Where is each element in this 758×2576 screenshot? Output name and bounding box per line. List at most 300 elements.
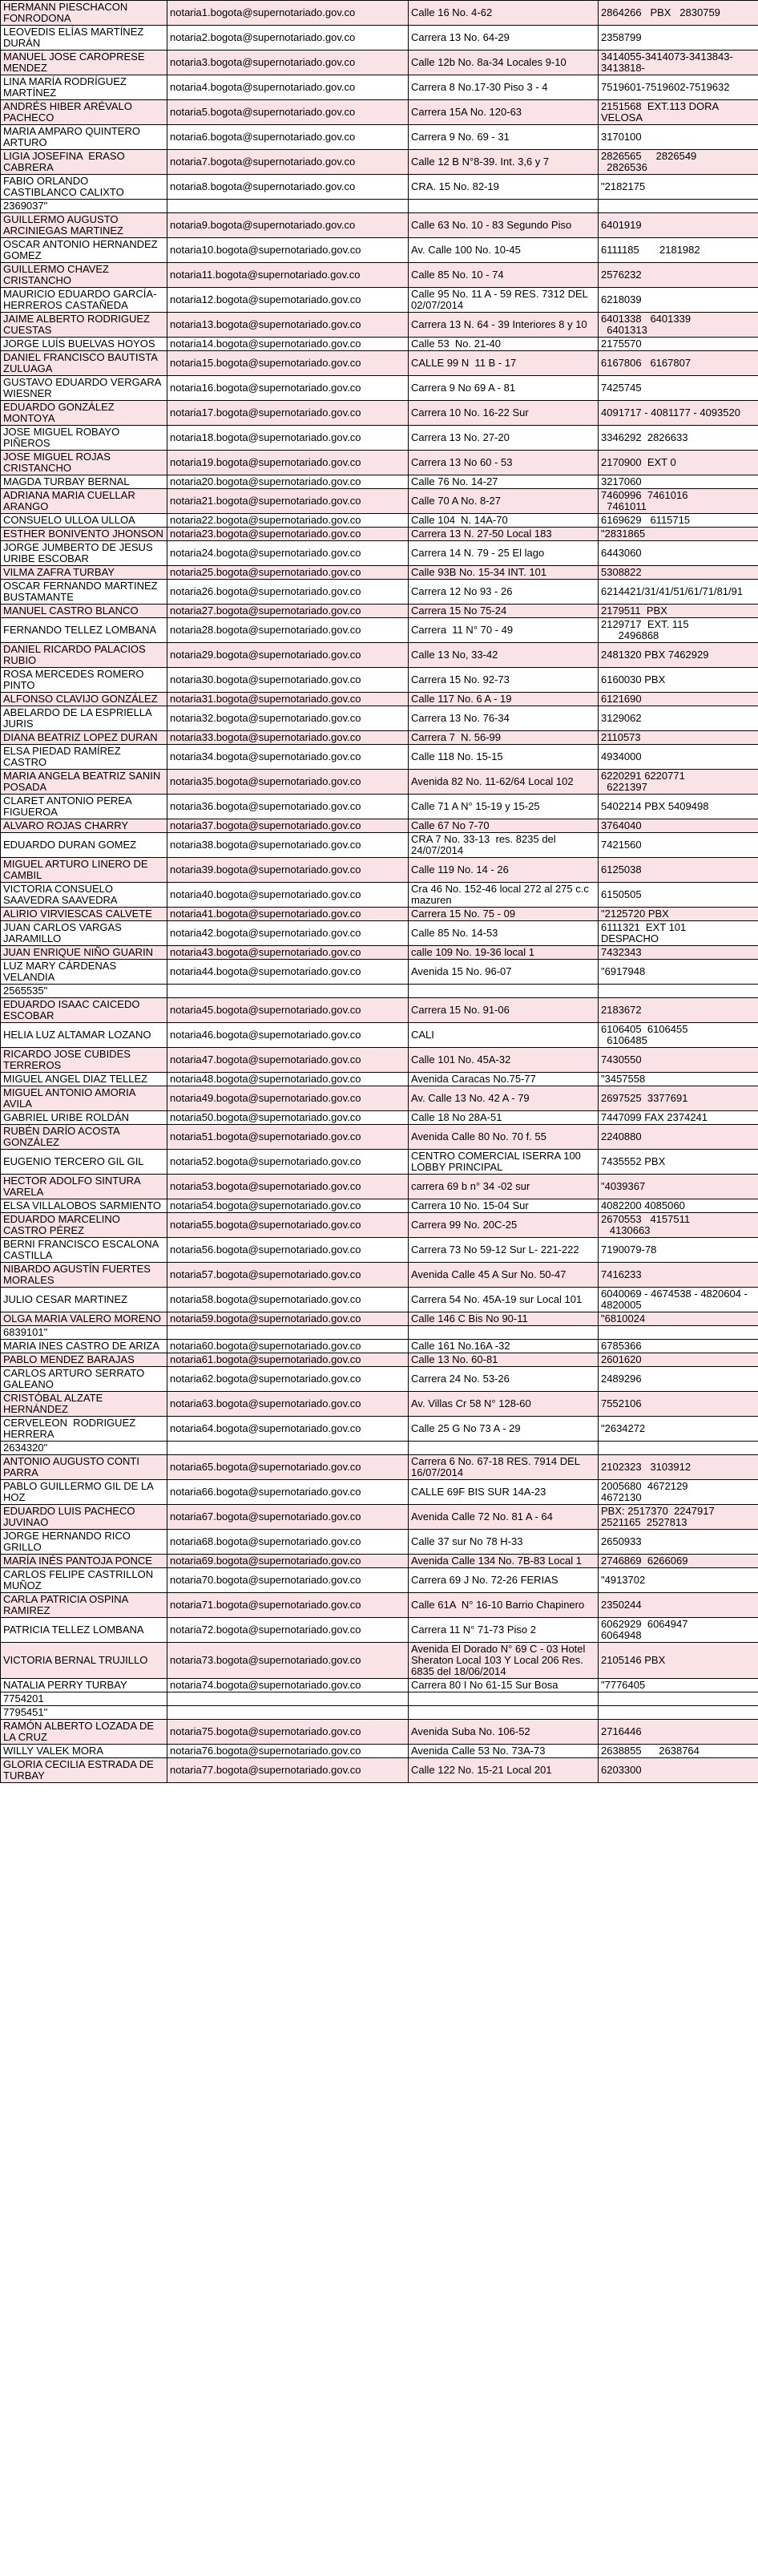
table-row bbox=[1, 1555, 758, 1568]
address-cell: Calle 71 A N° 15-19 y 15-25 bbox=[409, 795, 599, 819]
table-row bbox=[1, 238, 758, 263]
notary-name-cell: FABIO ORLANDO CASTIBLANCO CALIXTO bbox=[1, 175, 167, 200]
email-cell: notaria58.bogota@supernotariado.gov.co bbox=[167, 1288, 409, 1312]
email-cell: notaria73.bogota@supernotariado.gov.co bbox=[167, 1643, 409, 1679]
email-cell: notaria17.bogota@supernotariado.gov.co bbox=[167, 401, 409, 426]
address-cell: Avenida El Dorado N° 69 C - 03 Hotel Sheraton Local 103 Y Local 206 Res. 6835 del 18/06/2014 bbox=[409, 1643, 599, 1679]
table-row bbox=[1, 1745, 758, 1758]
notary-name-cell: ADRIANA MARIA CUELLAR ARANGO bbox=[1, 489, 167, 514]
phone-cell: 6150505 bbox=[599, 883, 758, 908]
address-cell: Carrera 15A No. 120-63 bbox=[409, 100, 599, 125]
email-cell: notaria24.bogota@supernotariado.gov.co bbox=[167, 541, 409, 566]
table-row bbox=[1, 401, 758, 426]
address-cell: Calle 95 No. 11 A - 59 RES. 7312 DEL 02/07/2014 bbox=[409, 288, 599, 313]
address-cell: Calle 122 No. 15-21 Local 201 bbox=[409, 1758, 599, 1783]
phone-cell: 6214421/31/41/51/61/71/81/91 bbox=[599, 580, 758, 605]
phone-cell: "2125720 PBX bbox=[599, 908, 758, 921]
continuation-text: 2369037" bbox=[1, 200, 167, 213]
empty-cell bbox=[409, 200, 599, 213]
address-cell: Calle 146 C Bis No 90-11 bbox=[409, 1312, 599, 1326]
email-cell: notaria28.bogota@supernotariado.gov.co bbox=[167, 618, 409, 643]
notary-name-cell: ABELARDO DE LA ESPRIELLA JURIS bbox=[1, 706, 167, 731]
email-cell: notaria30.bogota@supernotariado.gov.co bbox=[167, 668, 409, 693]
table-row bbox=[1, 338, 758, 351]
email-cell: notaria9.bogota@supernotariado.gov.co bbox=[167, 213, 409, 238]
table-row bbox=[1, 313, 758, 338]
address-cell: Carrera 15 No. 91-06 bbox=[409, 998, 599, 1023]
continuation-row bbox=[1, 1706, 758, 1720]
email-cell: notaria76.bogota@supernotariado.gov.co bbox=[167, 1745, 409, 1758]
address-cell: Carrera 6 No. 67-18 RES. 7914 DEL 16/07/2014 bbox=[409, 1455, 599, 1480]
address-cell: Carrera 11 N° 70 - 49 bbox=[409, 618, 599, 643]
address-cell: Carrera 9 No 69 A - 81 bbox=[409, 376, 599, 401]
address-cell: Carrera 9 No. 69 - 31 bbox=[409, 125, 599, 150]
notary-name-cell: MAGDA TURBAY BERNAL bbox=[1, 475, 167, 489]
table-row bbox=[1, 451, 758, 475]
table-row bbox=[1, 1593, 758, 1618]
email-cell: notaria71.bogota@supernotariado.gov.co bbox=[167, 1593, 409, 1618]
email-cell: notaria74.bogota@supernotariado.gov.co bbox=[167, 1679, 409, 1692]
email-cell: notaria1.bogota@supernotariado.gov.co bbox=[167, 1, 409, 26]
address-cell: Avenida Suba No. 106-52 bbox=[409, 1720, 599, 1745]
phone-cell: 2826565 2826549 2826536 bbox=[599, 150, 758, 175]
email-cell: notaria19.bogota@supernotariado.gov.co bbox=[167, 451, 409, 475]
notary-name-cell: RICARDO JOSE CUBIDES TERREROS bbox=[1, 1048, 167, 1073]
address-cell: Calle 70 A No. 8-27 bbox=[409, 489, 599, 514]
notary-name-cell: JOSE MIGUEL ROJAS CRISTANCHO bbox=[1, 451, 167, 475]
table-row bbox=[1, 1455, 758, 1480]
notary-name-cell: ELSA VILLALOBOS SARMIENTO bbox=[1, 1199, 167, 1213]
address-cell: carrera 69 b n° 34 -02 sur bbox=[409, 1175, 599, 1199]
table-row bbox=[1, 731, 758, 745]
empty-cell bbox=[599, 1692, 758, 1706]
notaries-table-body bbox=[1, 1, 758, 1783]
table-row bbox=[1, 125, 758, 150]
continuation-text: 6839101" bbox=[1, 1326, 167, 1340]
email-cell: notaria75.bogota@supernotariado.gov.co bbox=[167, 1720, 409, 1745]
address-cell: Calle 76 No. 14-27 bbox=[409, 475, 599, 489]
phone-cell: 4082200 4085060 bbox=[599, 1199, 758, 1213]
notary-name-cell: GUILLERMO CHAVEZ CRISTANCHO bbox=[1, 263, 167, 288]
notary-name-cell: PATRICIA TELLEZ LOMBANA bbox=[1, 1618, 167, 1643]
email-cell: notaria18.bogota@supernotariado.gov.co bbox=[167, 426, 409, 451]
phone-cell: 7435552 PBX bbox=[599, 1150, 758, 1175]
phone-cell: 2350244 bbox=[599, 1593, 758, 1618]
email-cell: notaria38.bogota@supernotariado.gov.co bbox=[167, 833, 409, 858]
continuation-row bbox=[1, 985, 758, 998]
phone-cell: 6040069 - 4674538 - 4820604 - 4820005 bbox=[599, 1288, 758, 1312]
email-cell: notaria26.bogota@supernotariado.gov.co bbox=[167, 580, 409, 605]
notary-name-cell: CLARET ANTONIO PEREA FIGUEROA bbox=[1, 795, 167, 819]
table-row bbox=[1, 1643, 758, 1679]
table-row bbox=[1, 541, 758, 566]
table-row bbox=[1, 1618, 758, 1643]
address-cell: Av. Calle 100 No. 10-45 bbox=[409, 238, 599, 263]
phone-cell: 7425745 bbox=[599, 376, 758, 401]
email-cell: notaria48.bogota@supernotariado.gov.co bbox=[167, 1073, 409, 1086]
notary-name-cell: NATALIA PERRY TURBAY bbox=[1, 1679, 167, 1692]
address-cell: Calle 161 No.16A -32 bbox=[409, 1340, 599, 1353]
empty-cell bbox=[167, 1326, 409, 1340]
email-cell: notaria47.bogota@supernotariado.gov.co bbox=[167, 1048, 409, 1073]
email-cell: notaria4.bogota@supernotariado.gov.co bbox=[167, 75, 409, 100]
phone-cell: 6443060 bbox=[599, 541, 758, 566]
table-row bbox=[1, 1568, 758, 1593]
email-cell: notaria60.bogota@supernotariado.gov.co bbox=[167, 1340, 409, 1353]
continuation-row bbox=[1, 1442, 758, 1455]
table-row bbox=[1, 1263, 758, 1288]
email-cell: notaria59.bogota@supernotariado.gov.co bbox=[167, 1312, 409, 1326]
phone-cell: 2489296 bbox=[599, 1367, 758, 1392]
table-row bbox=[1, 605, 758, 618]
table-row bbox=[1, 528, 758, 541]
table-row bbox=[1, 426, 758, 451]
notary-name-cell: RAMÓN ALBERTO LOZADA DE LA CRUZ bbox=[1, 1720, 167, 1745]
address-cell: Calle 13 No. 60-81 bbox=[409, 1353, 599, 1367]
notary-name-cell: ESTHER BONIVENTO JHONSON bbox=[1, 528, 167, 541]
table-row bbox=[1, 1392, 758, 1417]
email-cell: notaria51.bogota@supernotariado.gov.co bbox=[167, 1125, 409, 1150]
empty-cell bbox=[167, 200, 409, 213]
email-cell: notaria65.bogota@supernotariado.gov.co bbox=[167, 1455, 409, 1480]
table-row bbox=[1, 883, 758, 908]
notary-name-cell: MARIA INES CASTRO DE ARIZA bbox=[1, 1340, 167, 1353]
table-row bbox=[1, 213, 758, 238]
address-cell: Carrera 13 No. 27-20 bbox=[409, 426, 599, 451]
phone-cell: 2175570 bbox=[599, 338, 758, 351]
empty-cell bbox=[599, 1706, 758, 1720]
phone-cell: 6160030 PBX bbox=[599, 668, 758, 693]
email-cell: notaria29.bogota@supernotariado.gov.co bbox=[167, 643, 409, 668]
empty-cell bbox=[167, 1706, 409, 1720]
notary-name-cell: LUZ MARY CÁRDENAS VELANDIA bbox=[1, 960, 167, 985]
table-row bbox=[1, 1023, 758, 1048]
phone-cell: 6169629 6115715 bbox=[599, 514, 758, 528]
address-cell: CALLE 69F BIS SUR 14A-23 bbox=[409, 1480, 599, 1505]
phone-cell: 6401338 6401339 6401313 bbox=[599, 313, 758, 338]
email-cell: notaria22.bogota@supernotariado.gov.co bbox=[167, 514, 409, 528]
table-row bbox=[1, 26, 758, 51]
table-row bbox=[1, 960, 758, 985]
phone-cell: "6810024 bbox=[599, 1312, 758, 1326]
address-cell: Carrera 12 No 93 - 26 bbox=[409, 580, 599, 605]
table-row bbox=[1, 100, 758, 125]
notary-name-cell: CRISTÓBAL ALZATE HERNÁNDEZ bbox=[1, 1392, 167, 1417]
notary-name-cell: MARÍA INÉS PANTOJA PONCE bbox=[1, 1555, 167, 1568]
empty-cell bbox=[599, 1442, 758, 1455]
email-cell: notaria13.bogota@supernotariado.gov.co bbox=[167, 313, 409, 338]
table-row bbox=[1, 908, 758, 921]
phone-cell: 7519601-7519602-7519632 bbox=[599, 75, 758, 100]
empty-cell bbox=[599, 985, 758, 998]
email-cell: notaria64.bogota@supernotariado.gov.co bbox=[167, 1417, 409, 1442]
table-row bbox=[1, 921, 758, 946]
empty-cell bbox=[409, 1706, 599, 1720]
empty-cell bbox=[599, 200, 758, 213]
address-cell: Carrera 7 N. 56-99 bbox=[409, 731, 599, 745]
phone-cell: 7190079-78 bbox=[599, 1238, 758, 1263]
address-cell: Avenida Calle 45 A Sur No. 50-47 bbox=[409, 1263, 599, 1288]
address-cell: Calle 25 G No 73 A - 29 bbox=[409, 1417, 599, 1442]
table-row bbox=[1, 998, 758, 1023]
notary-name-cell: FERNANDO TELLEZ LOMBANA bbox=[1, 618, 167, 643]
notary-name-cell: MIGUEL ARTURO LINERO DE CAMBIL bbox=[1, 858, 167, 883]
email-cell: notaria34.bogota@supernotariado.gov.co bbox=[167, 745, 409, 770]
email-cell: notaria43.bogota@supernotariado.gov.co bbox=[167, 946, 409, 960]
table-row bbox=[1, 1480, 758, 1505]
notary-name-cell: MAURICIO EDUARDO GARCÍA- HERREROS CASTAÑEDA bbox=[1, 288, 167, 313]
phone-cell: 2864266 PBX 2830759 bbox=[599, 1, 758, 26]
notary-name-cell: DIANA BEATRIZ LOPEZ DURAN bbox=[1, 731, 167, 745]
address-cell: Carrera 54 No. 45A-19 sur Local 101 bbox=[409, 1288, 599, 1312]
notary-name-cell: JORGE HERNANDO RICO GRILLO bbox=[1, 1530, 167, 1555]
table-row bbox=[1, 1125, 758, 1150]
table-row bbox=[1, 1199, 758, 1213]
table-row bbox=[1, 1048, 758, 1073]
address-cell: Carrera 24 No. 53-26 bbox=[409, 1367, 599, 1392]
email-cell: notaria33.bogota@supernotariado.gov.co bbox=[167, 731, 409, 745]
table-row bbox=[1, 376, 758, 401]
email-cell: notaria41.bogota@supernotariado.gov.co bbox=[167, 908, 409, 921]
email-cell: notaria12.bogota@supernotariado.gov.co bbox=[167, 288, 409, 313]
address-cell: Carrera 73 No 59-12 Sur L- 221-222 bbox=[409, 1238, 599, 1263]
notary-name-cell: OLGA MARIA VALERO MORENO bbox=[1, 1312, 167, 1326]
notary-name-cell: MANUEL CASTRO BLANCO bbox=[1, 605, 167, 618]
empty-cell bbox=[409, 985, 599, 998]
address-cell: Av. Calle 13 No. 42 A - 79 bbox=[409, 1086, 599, 1111]
notary-name-cell: CARLOS FELIPE CASTRILLON MUÑOZ bbox=[1, 1568, 167, 1593]
notary-name-cell: MARIA ANGELA BEATRIZ SANIN POSADA bbox=[1, 770, 167, 795]
phone-cell: 7430550 bbox=[599, 1048, 758, 1073]
notary-name-cell: EDUARDO GONZÁLEZ MONTOYA bbox=[1, 401, 167, 426]
address-cell: Avenida Calle 53 No. 73A-73 bbox=[409, 1745, 599, 1758]
phone-cell: 6125038 bbox=[599, 858, 758, 883]
address-cell: Avenida Caracas No.75-77 bbox=[409, 1073, 599, 1086]
continuation-row bbox=[1, 1326, 758, 1340]
address-cell: Calle 12 B N°8-39. Int. 3,6 y 7 bbox=[409, 150, 599, 175]
email-cell: notaria67.bogota@supernotariado.gov.co bbox=[167, 1505, 409, 1530]
address-cell: Avenida 15 No. 96-07 bbox=[409, 960, 599, 985]
phone-cell: 6106405 6106455 6106485 bbox=[599, 1023, 758, 1048]
address-cell: Carrera 13 N. 27-50 Local 183 bbox=[409, 528, 599, 541]
email-cell: notaria21.bogota@supernotariado.gov.co bbox=[167, 489, 409, 514]
notary-name-cell: CARLA PATRICIA OSPINA RAMIREZ bbox=[1, 1593, 167, 1618]
address-cell: Carrera 13 No. 64-29 bbox=[409, 26, 599, 51]
email-cell: notaria42.bogota@supernotariado.gov.co bbox=[167, 921, 409, 946]
email-cell: notaria63.bogota@supernotariado.gov.co bbox=[167, 1392, 409, 1417]
table-row bbox=[1, 1720, 758, 1745]
table-row bbox=[1, 1417, 758, 1442]
address-cell: Calle 13 No, 33-42 bbox=[409, 643, 599, 668]
notary-name-cell: OSCAR FERNANDO MARTINEZ BUSTAMANTE bbox=[1, 580, 167, 605]
notary-name-cell: ALFONSO CLAVIJO GONZÁLEZ bbox=[1, 693, 167, 706]
email-cell: notaria11.bogota@supernotariado.gov.co bbox=[167, 263, 409, 288]
empty-cell bbox=[167, 985, 409, 998]
address-cell: CRA 7 No. 33-13 res. 8235 del 24/07/2014 bbox=[409, 833, 599, 858]
email-cell: notaria16.bogota@supernotariado.gov.co bbox=[167, 376, 409, 401]
email-cell: notaria57.bogota@supernotariado.gov.co bbox=[167, 1263, 409, 1288]
phone-cell: "4039367 bbox=[599, 1175, 758, 1199]
email-cell: notaria72.bogota@supernotariado.gov.co bbox=[167, 1618, 409, 1643]
notary-name-cell: ELSA PIEDAD RAMÍREZ CASTRO bbox=[1, 745, 167, 770]
phone-cell: 7416233 bbox=[599, 1263, 758, 1288]
table-row bbox=[1, 946, 758, 960]
email-cell: notaria25.bogota@supernotariado.gov.co bbox=[167, 566, 409, 580]
email-cell: notaria7.bogota@supernotariado.gov.co bbox=[167, 150, 409, 175]
table-row bbox=[1, 745, 758, 770]
table-row bbox=[1, 1530, 758, 1555]
notary-name-cell: VILMA ZAFRA TURBAY bbox=[1, 566, 167, 580]
address-cell: Calle 67 No 7-70 bbox=[409, 819, 599, 833]
phone-cell: 7460996 7461016 7461011 bbox=[599, 489, 758, 514]
notary-name-cell: JAIME ALBERTO RODRIGUEZ CUESTAS bbox=[1, 313, 167, 338]
notary-name-cell: OSCAR ANTONIO HERNANDEZ GOMEZ bbox=[1, 238, 167, 263]
notary-name-cell: VICTORIA CONSUELO SAAVEDRA SAAVEDRA bbox=[1, 883, 167, 908]
phone-cell: 2670553 4157511 4130663 bbox=[599, 1213, 758, 1238]
table-row bbox=[1, 618, 758, 643]
email-cell: notaria39.bogota@supernotariado.gov.co bbox=[167, 858, 409, 883]
email-cell: notaria68.bogota@supernotariado.gov.co bbox=[167, 1530, 409, 1555]
email-cell: notaria20.bogota@supernotariado.gov.co bbox=[167, 475, 409, 489]
address-cell: Avenida 82 No. 11-62/64 Local 102 bbox=[409, 770, 599, 795]
address-cell: Carrera 13 No 60 - 53 bbox=[409, 451, 599, 475]
email-cell: notaria45.bogota@supernotariado.gov.co bbox=[167, 998, 409, 1023]
address-cell: Carrera 15 No. 92-73 bbox=[409, 668, 599, 693]
notary-name-cell: DANIEL FRANCISCO BAUTISTA ZULUAGA bbox=[1, 351, 167, 376]
notary-name-cell: JORGE LUÍS BUELVAS HOYOS bbox=[1, 338, 167, 351]
notary-name-cell: LEOVEDIS ELÍAS MARTÍNEZ DURÁN bbox=[1, 26, 167, 51]
email-cell: notaria54.bogota@supernotariado.gov.co bbox=[167, 1199, 409, 1213]
email-cell: notaria5.bogota@supernotariado.gov.co bbox=[167, 100, 409, 125]
address-cell: Carrera 15 No. 75 - 09 bbox=[409, 908, 599, 921]
phone-cell: 6111185 2181982 bbox=[599, 238, 758, 263]
phone-cell: 2240880 bbox=[599, 1125, 758, 1150]
notary-name-cell: MIGUEL ANGEL DIAZ TELLEZ bbox=[1, 1073, 167, 1086]
notary-name-cell: JUAN CARLOS VARGAS JARAMILLO bbox=[1, 921, 167, 946]
email-cell: notaria55.bogota@supernotariado.gov.co bbox=[167, 1213, 409, 1238]
phone-cell: "2831865 bbox=[599, 528, 758, 541]
notary-name-cell: EDUARDO DURAN GOMEZ bbox=[1, 833, 167, 858]
email-cell: notaria70.bogota@supernotariado.gov.co bbox=[167, 1568, 409, 1593]
phone-cell: 6220291 6220771 6221397 bbox=[599, 770, 758, 795]
notary-name-cell: JULIO CESAR MARTINEZ bbox=[1, 1288, 167, 1312]
table-row bbox=[1, 514, 758, 528]
empty-cell bbox=[599, 1326, 758, 1340]
address-cell: Cra 46 No. 152-46 local 272 al 275 c.c mazuren bbox=[409, 883, 599, 908]
table-row bbox=[1, 75, 758, 100]
address-cell: Calle 63 No. 10 - 83 Segundo Piso bbox=[409, 213, 599, 238]
notary-name-cell: EDUARDO ISAAC CAICEDO ESCOBAR bbox=[1, 998, 167, 1023]
table-row bbox=[1, 1505, 758, 1530]
notary-name-cell: HERMANN PIESCHACON FONRODONA bbox=[1, 1, 167, 26]
notary-name-cell: CERVELEON RODRIGUEZ HERRERA bbox=[1, 1417, 167, 1442]
notary-name-cell: MANUEL JOSE CAROPRESE MENDEZ bbox=[1, 51, 167, 75]
phone-cell: 3764040 bbox=[599, 819, 758, 833]
email-cell: notaria69.bogota@supernotariado.gov.co bbox=[167, 1555, 409, 1568]
table-row bbox=[1, 263, 758, 288]
notary-name-cell: JOSE MIGUEL ROBAYO PIÑEROS bbox=[1, 426, 167, 451]
phone-cell: 6062929 6064947 6064948 bbox=[599, 1618, 758, 1643]
email-cell: notaria32.bogota@supernotariado.gov.co bbox=[167, 706, 409, 731]
phone-cell: 7552106 bbox=[599, 1392, 758, 1417]
email-cell: notaria31.bogota@supernotariado.gov.co bbox=[167, 693, 409, 706]
phone-cell: 2105146 PBX bbox=[599, 1643, 758, 1679]
email-cell: notaria40.bogota@supernotariado.gov.co bbox=[167, 883, 409, 908]
address-cell: CENTRO COMERCIAL ISERRA 100 LOBBY PRINCIPAL bbox=[409, 1150, 599, 1175]
phone-cell: "4913702 bbox=[599, 1568, 758, 1593]
table-row bbox=[1, 1213, 758, 1238]
phone-cell: "3457558 bbox=[599, 1073, 758, 1086]
email-cell: notaria52.bogota@supernotariado.gov.co bbox=[167, 1150, 409, 1175]
phone-cell: 7432343 bbox=[599, 946, 758, 960]
address-cell: Calle 101 No. 45A-32 bbox=[409, 1048, 599, 1073]
table-row bbox=[1, 795, 758, 819]
address-cell: Calle 16 No. 4-62 bbox=[409, 1, 599, 26]
address-cell: calle 109 No. 19-36 local 1 bbox=[409, 946, 599, 960]
phone-cell: PBX: 2517370 2247917 2521165 2527813 bbox=[599, 1505, 758, 1530]
notary-name-cell: HECTOR ADOLFO SINTURA VARELA bbox=[1, 1175, 167, 1199]
continuation-text: 7795451" bbox=[1, 1706, 167, 1720]
notary-name-cell: ALVARO ROJAS CHARRY bbox=[1, 819, 167, 833]
table-row bbox=[1, 475, 758, 489]
email-cell: notaria15.bogota@supernotariado.gov.co bbox=[167, 351, 409, 376]
phone-cell: 2716446 bbox=[599, 1720, 758, 1745]
notary-name-cell: HELIA LUZ ALTAMAR LOZANO bbox=[1, 1023, 167, 1048]
phone-cell: 2129717 EXT. 115 2496868 bbox=[599, 618, 758, 643]
phone-cell: 2358799 bbox=[599, 26, 758, 51]
email-cell: notaria36.bogota@supernotariado.gov.co bbox=[167, 795, 409, 819]
address-cell: CALLE 99 N 11 B - 17 bbox=[409, 351, 599, 376]
email-cell: notaria14.bogota@supernotariado.gov.co bbox=[167, 338, 409, 351]
phone-cell: "6917948 bbox=[599, 960, 758, 985]
table-row bbox=[1, 833, 758, 858]
phone-cell: "2634272 bbox=[599, 1417, 758, 1442]
phone-cell: 2102323 3103912 bbox=[599, 1455, 758, 1480]
address-cell: Carrera 69 J No. 72-26 FERIAS bbox=[409, 1568, 599, 1593]
notary-name-cell: GLORIA CECILIA ESTRADA DE TURBAY bbox=[1, 1758, 167, 1783]
address-cell: Carrera 10 No. 16-22 Sur bbox=[409, 401, 599, 426]
phone-cell: 5308822 bbox=[599, 566, 758, 580]
email-cell: notaria37.bogota@supernotariado.gov.co bbox=[167, 819, 409, 833]
table-row bbox=[1, 1111, 758, 1125]
phone-cell: 2481320 PBX 7462929 bbox=[599, 643, 758, 668]
notary-name-cell: ANTONIO AUGUSTO CONTI PARRA bbox=[1, 1455, 167, 1480]
notary-name-cell: DANIEL RICARDO PALACIOS RUBIO bbox=[1, 643, 167, 668]
address-cell: Avenida Calle 134 No. 7B-83 Local 1 bbox=[409, 1555, 599, 1568]
phone-cell: 3129062 bbox=[599, 706, 758, 731]
table-row bbox=[1, 1238, 758, 1263]
address-cell: CRA. 15 No. 82-19 bbox=[409, 175, 599, 200]
empty-cell bbox=[409, 1326, 599, 1340]
notary-name-cell: ALIRIO VIRVIESCAS CALVETE bbox=[1, 908, 167, 921]
phone-cell: 4091717 - 4081177 - 4093520 bbox=[599, 401, 758, 426]
email-cell: notaria23.bogota@supernotariado.gov.co bbox=[167, 528, 409, 541]
empty-cell bbox=[409, 1692, 599, 1706]
address-cell: Carrera 99 No. 20C-25 bbox=[409, 1213, 599, 1238]
table-row bbox=[1, 819, 758, 833]
table-row bbox=[1, 1073, 758, 1086]
phone-cell: 3170100 bbox=[599, 125, 758, 150]
table-row bbox=[1, 1340, 758, 1353]
phone-cell: 2179511 PBX bbox=[599, 605, 758, 618]
empty-cell bbox=[167, 1442, 409, 1455]
notary-name-cell: CARLOS ARTURO SERRATO GALEANO bbox=[1, 1367, 167, 1392]
phone-cell: 6401919 bbox=[599, 213, 758, 238]
phone-cell: 2746869 6266069 bbox=[599, 1555, 758, 1568]
notary-name-cell: MIGUEL ANTONIO AMORIA AVILA bbox=[1, 1086, 167, 1111]
phone-cell: 3217060 bbox=[599, 475, 758, 489]
phone-cell: 6203300 bbox=[599, 1758, 758, 1783]
